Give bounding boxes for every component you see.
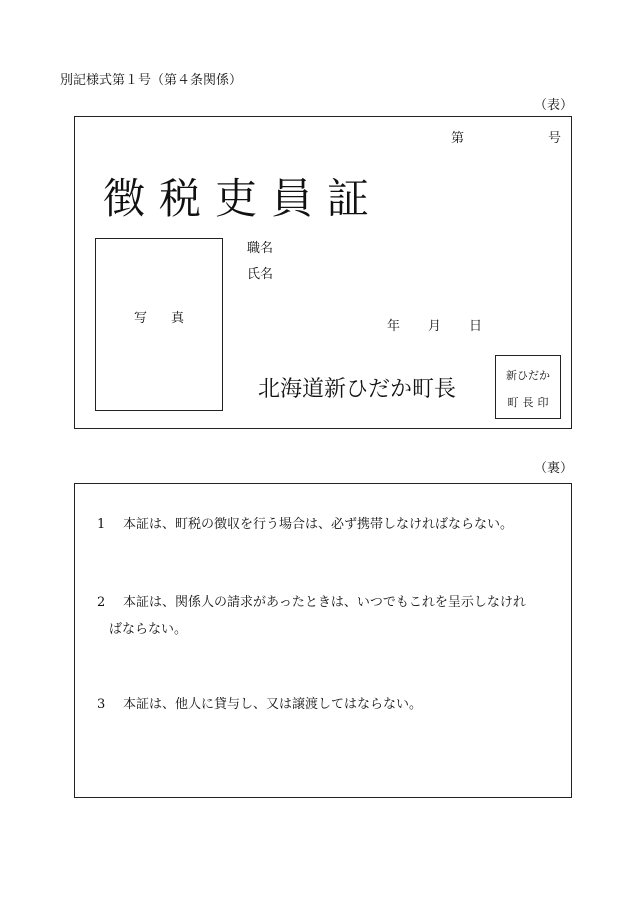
rule-2-number: 2 (97, 595, 106, 610)
rule-1-number: 1 (97, 517, 106, 532)
date-day: 日 (469, 319, 483, 334)
date-month: 月 (428, 319, 442, 334)
number-suffix: 号 (548, 131, 562, 146)
seal-line-1: 新ひだか (506, 369, 550, 382)
issuer-name: 北海道新ひだか町長 (258, 377, 457, 402)
name-label: 氏名 (247, 267, 274, 282)
seal-line-2: 町長印 (507, 396, 553, 409)
rule-3-number: 3 (97, 697, 106, 712)
id-card-back (74, 483, 572, 798)
photo-label: 写真 (133, 311, 208, 326)
back-side-label: （裏） (534, 461, 574, 476)
form-label: 別記様式第１号（第４条関係） (60, 73, 243, 88)
rule-2-text-line-1: 本証は、関係人の請求があったときは、いつでもこれを呈示しなけれ (123, 595, 526, 610)
rule-3 (97, 692, 422, 718)
job-title-label: 職名 (247, 241, 274, 256)
front-side-label: （表） (534, 98, 574, 113)
rule-2-text-line-2: ばならない。 (109, 622, 188, 637)
date-year: 年 (387, 319, 401, 334)
rule-2 (97, 590, 526, 616)
rule-1 (97, 512, 513, 538)
rule-3-text: 本証は、他人に貸与し、又は譲渡してはならない。 (123, 697, 423, 712)
seal-box (495, 355, 561, 419)
card-title: 徴税吏員証 (103, 174, 384, 223)
rule-2-continuation (109, 617, 187, 643)
id-card-front (74, 116, 572, 429)
number-prefix: 第 (451, 131, 465, 146)
rule-1-text: 本証は、町税の徴収を行う場合は、必ず携帯しなければならない。 (123, 517, 514, 532)
photo-box (95, 238, 223, 411)
